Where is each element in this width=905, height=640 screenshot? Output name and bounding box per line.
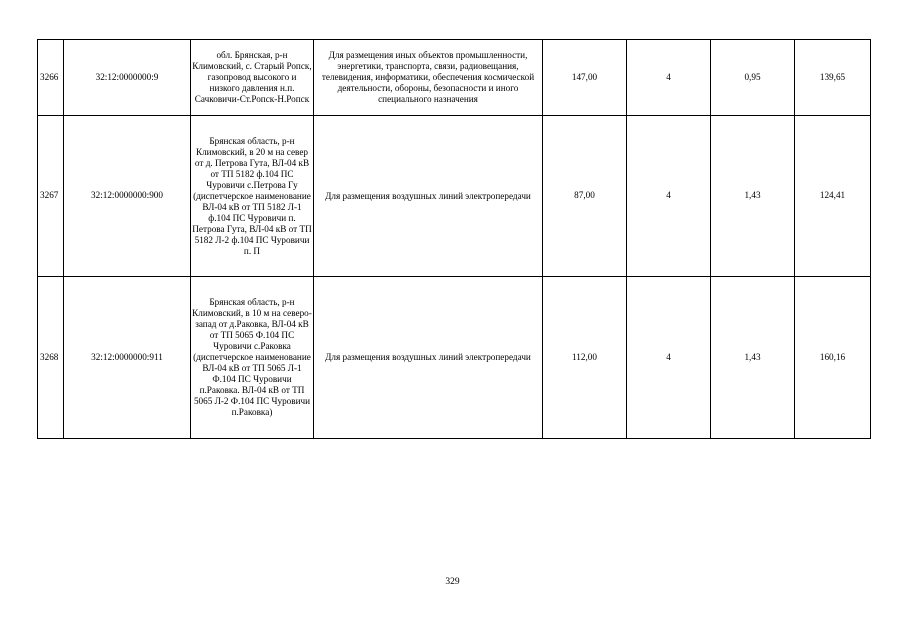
cadastral-number: 32:12:0000000:911 (64, 277, 191, 439)
value-col6: 0,95 (711, 40, 795, 116)
land-plots-table (37, 39, 871, 439)
row-number: 3268 (38, 277, 64, 439)
permitted-use: Для размещения воздушных линий электропередачи (314, 277, 543, 439)
value-col5: 4 (627, 40, 711, 116)
value-col5: 4 (627, 116, 711, 277)
value-col5: 4 (627, 277, 711, 439)
cadastral-number: 32:12:0000000:900 (64, 116, 191, 277)
plot-address: обл. Брянская, р-н Климовский, с. Старый Ропск, газопровод высокого и низкого давления н.п. Сачковичи-Ст.Ропск-Н.Ропск (191, 40, 314, 116)
value-col6: 1,43 (711, 277, 795, 439)
value-col6: 1,43 (711, 116, 795, 277)
page-number: 329 (445, 577, 460, 587)
plot-area: 147,00 (543, 40, 627, 116)
row-number: 3266 (38, 40, 64, 116)
table-row (38, 40, 871, 116)
cadastral-number: 32:12:0000000:9 (64, 40, 191, 116)
permitted-use: Для размещения иных объектов промышленности, энергетики, транспорта, связи, радиовещания, телевидения, информатики, обеспечения космической деятельности, обороны, безопасности и иного специального назначения (314, 40, 543, 116)
plot-area: 112,00 (543, 277, 627, 439)
value-col7: 160,16 (795, 277, 871, 439)
permitted-use: Для размещения воздушных линий электропередачи (314, 116, 543, 277)
table-row (38, 277, 871, 439)
plot-address: Брянская область, р-н Климовский, в 20 м на север от д. Петрова Гута, ВЛ-04 кВ от ТП 5182 ф.104 ПС Чуровичи с.Петрова Гу (диспетчерское наименование ВЛ-04 кВ от ТП 5182 Л-1 ф.104 ПС Чуровичи п. Петрова Гута, ВЛ-04 кВ от ТП 5182 Л-2 ф.104 ПС Чуровичи п. П (191, 116, 314, 277)
table-row (38, 116, 871, 277)
plot-area: 87,00 (543, 116, 627, 277)
value-col7: 124,41 (795, 116, 871, 277)
value-col7: 139,65 (795, 40, 871, 116)
row-number: 3267 (38, 116, 64, 277)
plot-address: Брянская область, р-н Климовский, в 10 м на северо-запад от д.Раковка, ВЛ-04 кВ от ТП 5065 Ф.104 ПС Чуровичи с.Раковка (диспетчерское наименование ВЛ-04 кВ от ТП 5065 Л-1 Ф.104 ПС Чуровичи п.Раковка. ВЛ-04 кВ от ТП 5065 Л-2 Ф.104 ПС Чуровичи п.Раковка) (191, 277, 314, 439)
